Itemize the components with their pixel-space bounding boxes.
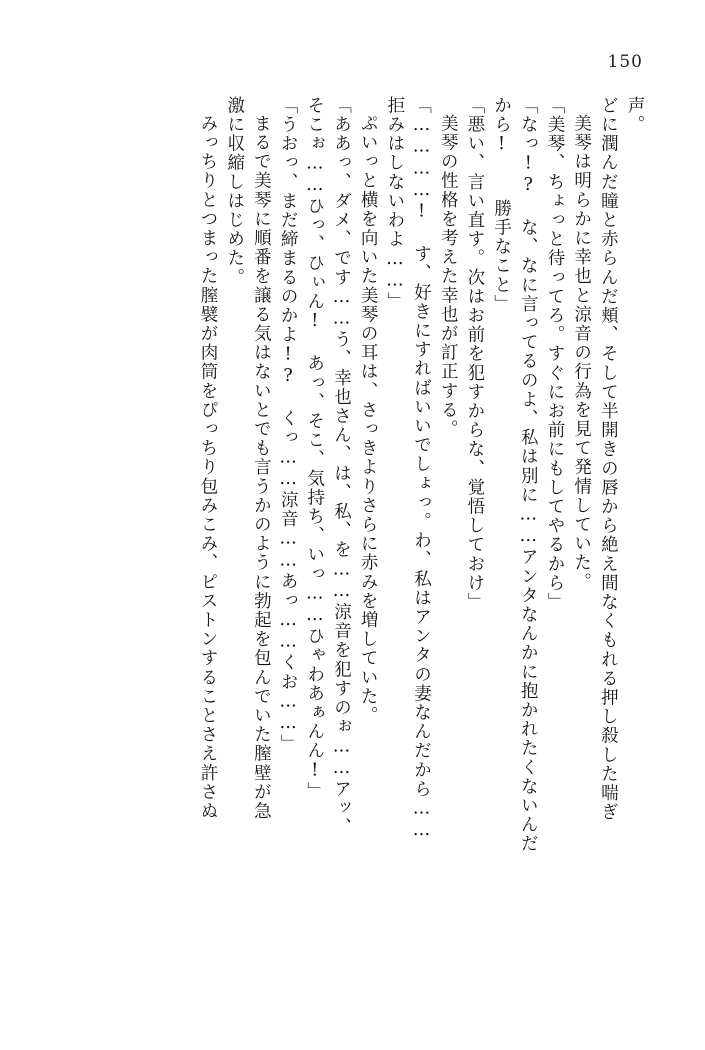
text-line: 「うおっ、まだ締まるのかよ!? くっ……涼音……あっ……くお……」 [278, 96, 299, 754]
text-line: 美琴は明らかに幸也と涼音の行為を見て発情していた。 [571, 114, 592, 592]
text-line: ぷいっと横を向いた美琴の耳は、さっきよりさらに赤みを増していた。 [358, 114, 379, 726]
text-line: 「ああっ、ダメ、です……う、幸也さん、は、私、を……涼音を犯すのぉ……アッ、 [331, 96, 352, 837]
text-line: まるで美琴に順番を譲る気はないとでも言うかのように勃起を包んでいた膣壁が急 [251, 114, 272, 821]
text-line: そこぉ……ひっ、ひぃん! あっ、そこ、気持ち、いっ……ひゃわあぁんん!」 [304, 96, 325, 802]
text-line: みっちりとつまった膣襞が肉筒をぴっちり包みこみ、ピストンすることさえ許さぬ [198, 114, 218, 821]
text-line: 「悪い、言い直す。次はお前を犯すからな、覚悟しておけ」 [464, 96, 485, 612]
text-line: 激に収縮しはじめた。 [224, 96, 245, 287]
text-line: 声。 [625, 96, 645, 135]
text-line: 「美琴、ちょっと待ってろ。すぐにお前にもしてやるから」 [544, 96, 565, 612]
text-line: 「…………! す、好きにすればいいでしょっ。わ、私はアンタの妻なんだから…… [411, 96, 432, 842]
text-line: どに潤んだ瞳と赤らんだ頬、そして半開きの唇から絶え間なくもれる押し殺した喘ぎ [598, 96, 619, 822]
text-line: から! 勝手なこと」 [491, 96, 512, 314]
text-line: 「なっ!? な、なに言ってるのよ、私は別に……アンタなんかに抱かれたくないんだ [518, 96, 539, 854]
vertical-text-body [65, 96, 643, 976]
text-line: 美琴の性格を考えた幸也が訂正する。 [438, 114, 459, 439]
text-line: 拒みはしないわよ……」 [384, 96, 405, 312]
page-number: 150 [607, 52, 643, 72]
